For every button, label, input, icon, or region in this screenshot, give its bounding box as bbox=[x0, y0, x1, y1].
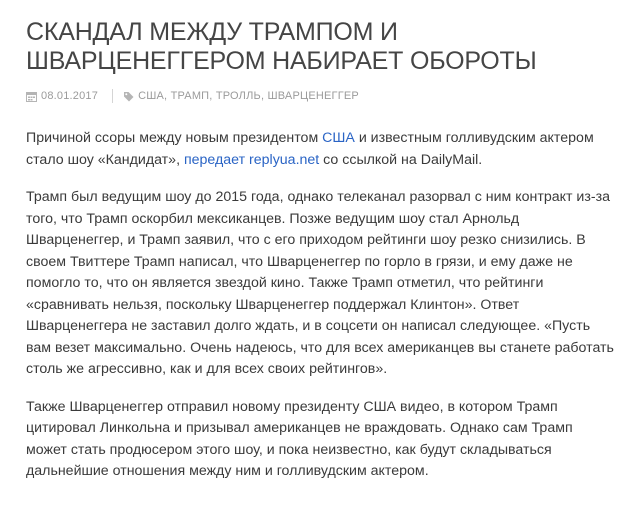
tag-separator: , bbox=[164, 90, 168, 102]
calendar-icon bbox=[26, 91, 37, 102]
tag-link[interactable]: США bbox=[138, 90, 165, 102]
tag-link[interactable]: ТРАМП bbox=[170, 90, 210, 102]
paragraph-text: Причиной ссоры между новым президентом bbox=[26, 130, 323, 146]
usa-link[interactable]: США bbox=[322, 130, 355, 146]
tag-separator: , bbox=[260, 90, 265, 102]
article-body bbox=[26, 128, 616, 483]
article-meta bbox=[26, 88, 616, 104]
paragraph: Трамп был ведущим шоу до 2015 года, однако телеканал разорвал с ним контракт из-за того, что Трамп оскорбил мексиканцев. Позже ведущим шоу стал Арнольд Шварценеггер, и Трамп заявил, что с его приходом рейтинги шоу резко снизились. В своем Твиттере Трамп написал, что Шварценеггер по горло в грязи, и ему даже не помогло то, что он является звездой кино. Также Трамп отметил, что рейтинги «сравнивать нельзя, поскольку Шварценеггер поддержал Клинтон». Ответ Шварценеггера не заставил долго ждать, и в соцсети он написал следующее. «Пусть вам везет максимально. Очень надеюсь, что для всех американцев вы станете работать столь же агрессивно, как и для всех своих рейтингов». bbox=[26, 189, 614, 377]
tag-icon bbox=[123, 91, 134, 102]
publish-date: 08.01.2017 bbox=[41, 90, 99, 102]
meta-divider bbox=[112, 89, 113, 103]
paragraph-text: и известным голливудским актером стало шоу «Кандидат», bbox=[26, 130, 594, 168]
tag-link[interactable]: ШВАРЦЕНЕГГЕР bbox=[267, 90, 359, 102]
tag-link[interactable]: ТРОЛЛЬ bbox=[215, 90, 261, 102]
source-link[interactable]: передает replyua.net bbox=[183, 151, 320, 168]
paragraph: Также Шварценеггер отправил новому президенту США видео, в котором Трамп цитировал Линкольна и призывал американцев не враждовать. Однако сам Трамп может стать продюсером этого шоу, и пока неизвестно, как будут складываться дальнейшие отношения между ним и голливудским актером. bbox=[26, 398, 573, 479]
tag-list bbox=[138, 90, 359, 102]
tag-separator: , bbox=[209, 90, 213, 102]
paragraph-text: со ссылкой на DailyMail. bbox=[319, 151, 483, 168]
article-title: СКАНДАЛ МЕЖДУ ТРАМПОМ И ШВАРЦЕНЕГГЕРОМ НАБИРАЕТ ОБОРОТЫ bbox=[26, 18, 537, 75]
paragraph bbox=[26, 128, 616, 171]
